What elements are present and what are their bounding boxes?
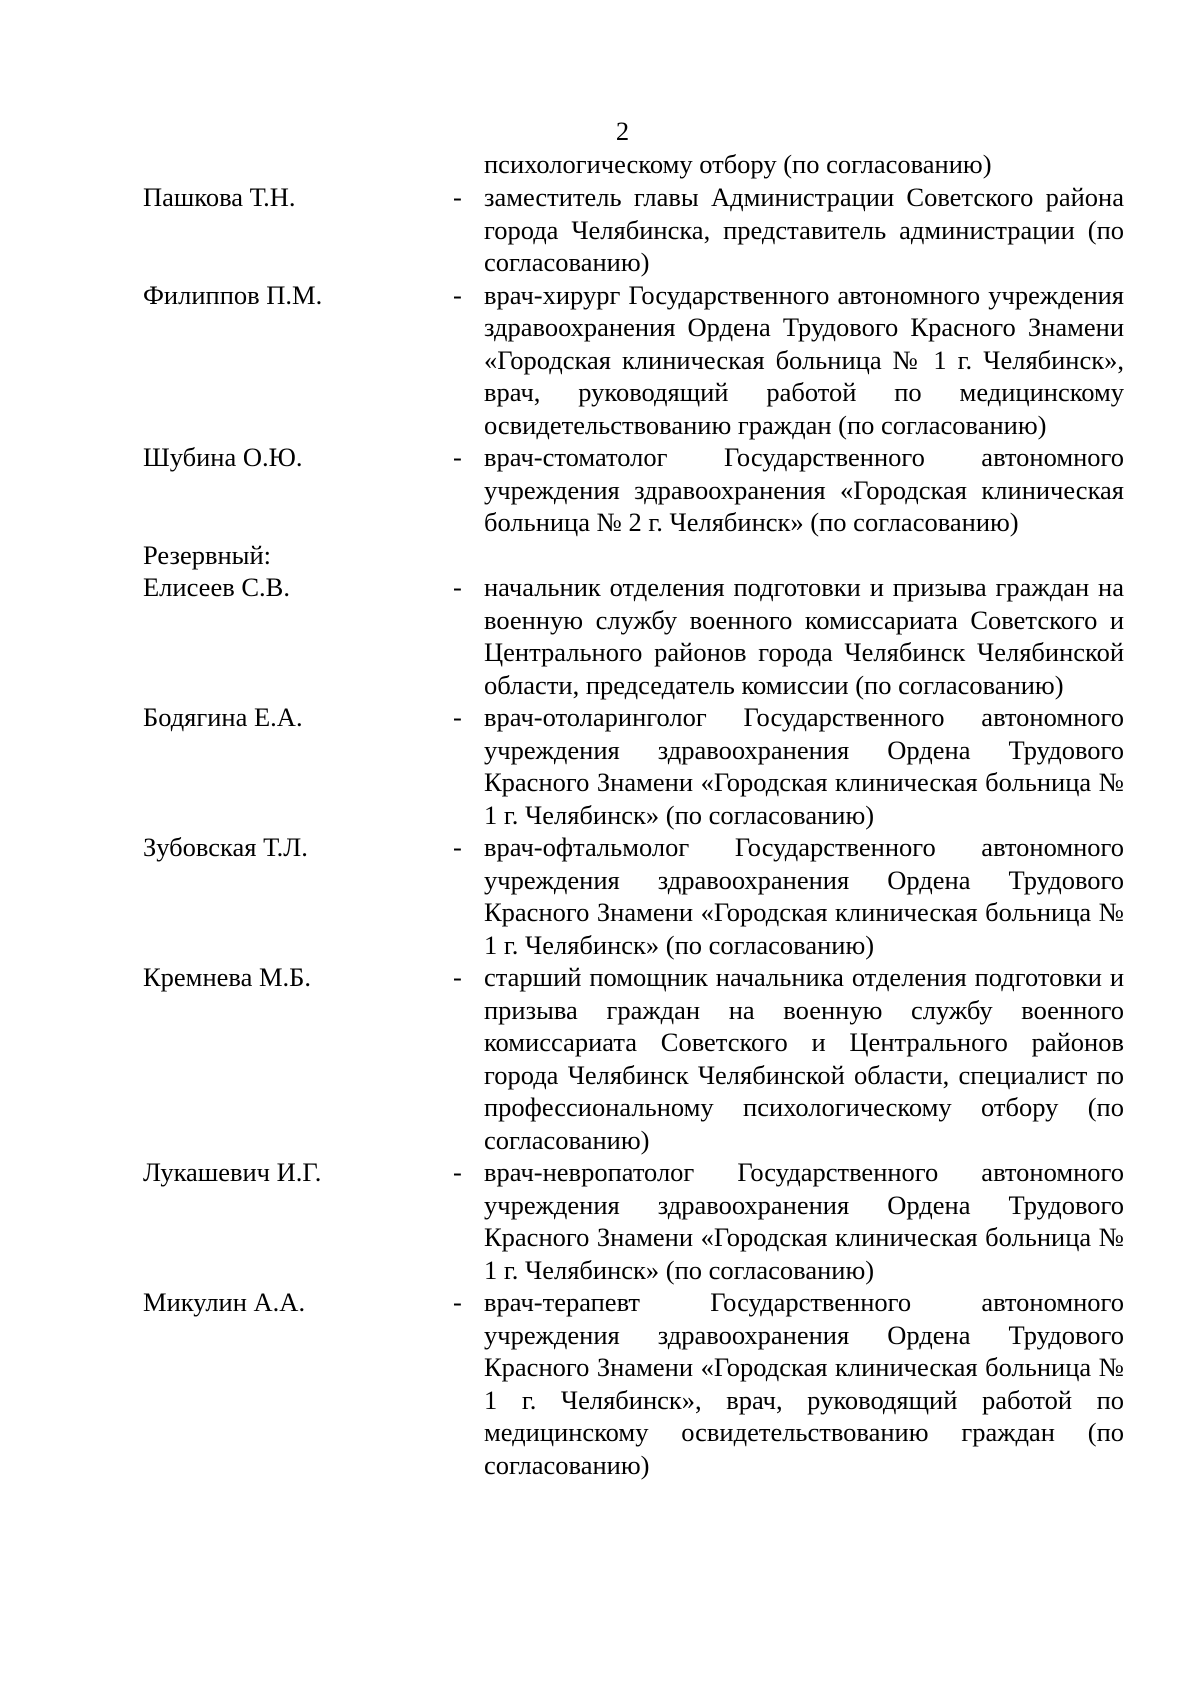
member-name: Зубовская Т.Л. [143,832,308,862]
member-dash: - [453,832,462,862]
member-description: заместитель главы Администрации Советского района города Челябинска, представитель администрации (по согласованию) [484,182,1124,277]
member-dash: - [453,1287,462,1317]
reserve-member-entry [143,1156,1123,1286]
reserve-member-entry [143,831,1123,961]
member-description: врач-хирург Государственного автономного учреждения здравоохранения Ордена Трудового Красного Знамени «Городская клиническая больница № 1 г. Челябинск», врач, руководящий работой по медицинскому освидетельствованию граждан (по согласованию) [484,279,1124,440]
member-dash: - [453,182,462,212]
reserve-member-entry [143,571,1123,701]
member-name: Бодягина Е.А. [143,702,303,732]
member-description: врач-стоматолог Государственного автономного учреждения здравоохранения «Городская клиническая больница № 2 г. Челябинск» (по согласованию) [484,442,1124,537]
page-number: 2 [615,116,630,146]
reserve-member-entry [143,1286,1123,1481]
member-dash: - [453,442,462,472]
reserve-section-label: Резервный: [143,539,271,570]
member-name: Кремнева М.Б. [143,962,311,992]
continuation-text: психологическому отбору (по согласованию) [484,149,992,179]
member-name: Филиппов П.М. [143,279,323,310]
member-dash: - [453,702,462,732]
member-description: начальник отделения подготовки и призыва граждан на военную службу военного комиссариата Советского и Центрального районов города Челябинск Челябинской области, председатель комиссии (по согласованию) [484,572,1124,700]
member-description: врач-отоларинголог Государственного автономного учреждения здравоохранения Ордена Трудового Красного Знамени «Городская клиническая больница № 1 г. Челябинск» (по согласованию) [484,702,1124,830]
member-entry [143,279,1123,442]
reserve-member-entry [143,961,1123,1156]
member-description: старший помощник начальника отделения подготовки и призыва граждан на военную службу военного комиссариата Советского и Центрального районов города Челябинск Челябинской области, специалист по профессиональному психологическому отбору (по согласованию) [484,962,1124,1155]
member-entry [143,441,1123,539]
reserve-member-entry [143,701,1123,831]
member-list [143,181,1123,1481]
member-name: Елисеев С.В. [143,572,290,602]
member-dash: - [453,279,462,310]
member-name: Микулин А.А. [143,1287,306,1317]
member-description: врач-терапевт Государственного автономного учреждения здравоохранения Ордена Трудового Красного Знамени «Городская клиническая больница № 1 г. Челябинск», врач, руководящий работой по медицинскому освидетельствованию граждан (по согласованию) [484,1287,1124,1480]
member-dash: - [453,1157,462,1187]
member-name: Шубина О.Ю. [143,442,303,472]
member-name: Пашкова Т.Н. [143,182,296,212]
member-dash: - [453,572,462,602]
member-name: Лукашевич И.Г. [143,1157,322,1187]
member-description: врач-офтальмолог Государственного автономного учреждения здравоохранения Ордена Трудового Красного Знамени «Городская клиническая больница № 1 г. Челябинск» (по согласованию) [484,832,1124,960]
member-dash: - [453,962,462,992]
member-description: врач-невропатолог Государственного автономного учреждения здравоохранения Ордена Трудового Красного Знамени «Городская клиническая больница № 1 г. Челябинск» (по согласованию) [484,1157,1124,1285]
member-entry [143,181,1123,279]
